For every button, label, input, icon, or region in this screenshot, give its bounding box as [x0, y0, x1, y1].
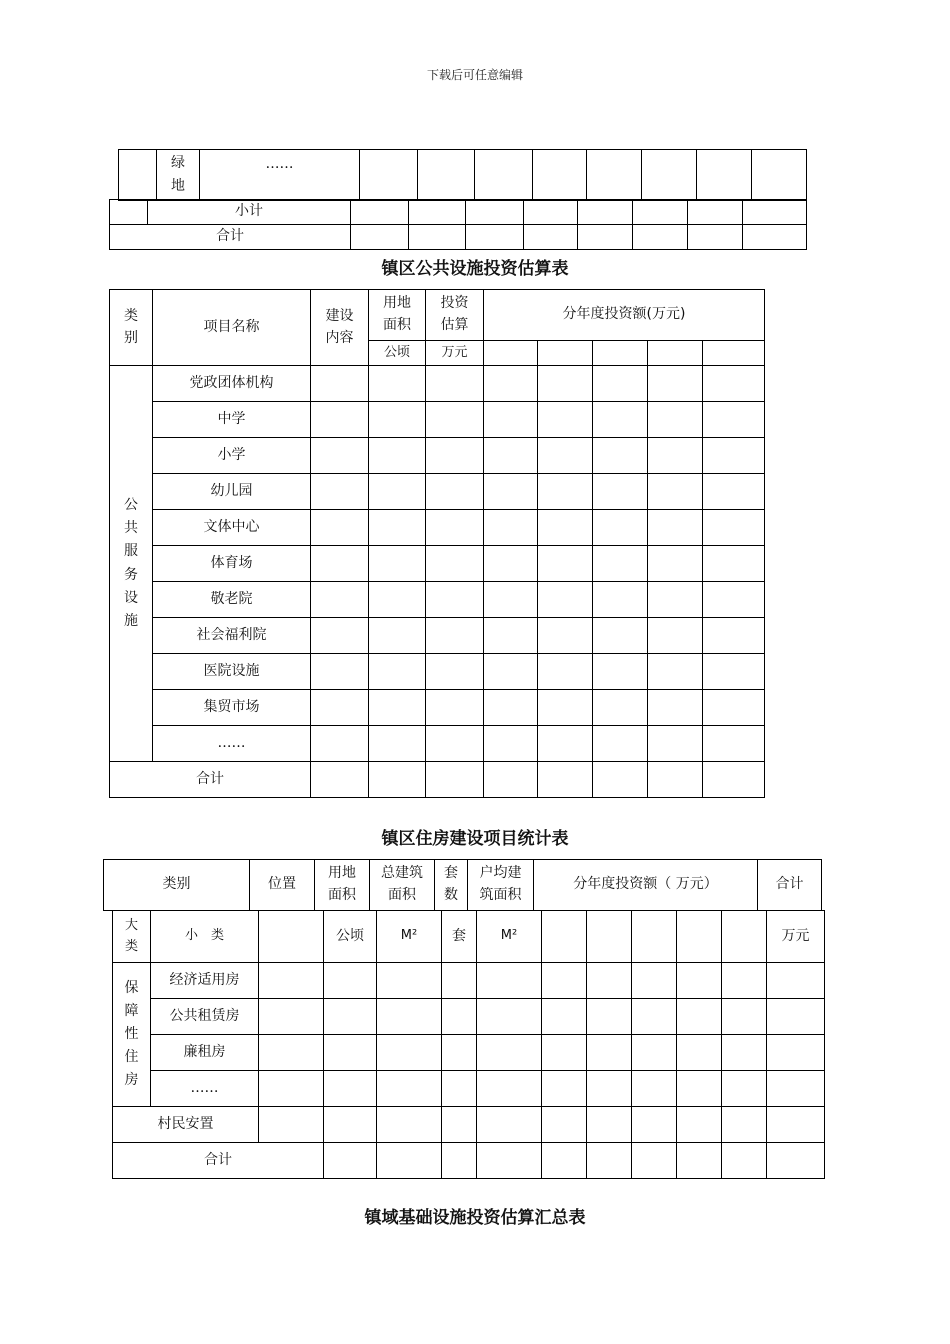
- table-cell: [633, 225, 688, 250]
- table-cell: [377, 1107, 442, 1143]
- col-gfa-header: 总建筑面积: [370, 860, 435, 911]
- table-cell: [722, 911, 767, 963]
- table-cell: [648, 474, 703, 510]
- table-cell: [648, 366, 703, 402]
- table-cell: [426, 366, 484, 402]
- table-cell: [578, 225, 633, 250]
- table-cell: [538, 582, 593, 618]
- table-cell: [524, 200, 578, 225]
- col-invest-header: 投资估算: [426, 290, 484, 341]
- table-cell: [542, 1035, 587, 1071]
- table-cell: [677, 1107, 722, 1143]
- table-cell: [593, 762, 648, 798]
- table-cell: [703, 582, 765, 618]
- table-row: [110, 366, 765, 402]
- sub-minor-header: 小 类: [151, 911, 259, 963]
- housing-body-table: [112, 910, 825, 1179]
- table-cell: [484, 618, 538, 654]
- table-cell: [409, 225, 466, 250]
- table-cell: [593, 474, 648, 510]
- table-cell: [767, 1107, 825, 1143]
- col-category-header: 类别: [110, 290, 153, 366]
- table-cell: [542, 1143, 587, 1179]
- table-cell: [632, 1143, 677, 1179]
- table-cell: [722, 1071, 767, 1107]
- table-cell: [648, 438, 703, 474]
- table-cell: [752, 150, 807, 201]
- table-cell: [542, 911, 587, 963]
- table-cell: [642, 150, 697, 201]
- unit-avg: M²: [477, 911, 542, 963]
- table-cell: [311, 582, 369, 618]
- table-cell: [703, 474, 765, 510]
- table-cell: [311, 690, 369, 726]
- table-cell: [648, 402, 703, 438]
- table-cell: [477, 1071, 542, 1107]
- table-row: [110, 402, 765, 438]
- table-cell: [484, 654, 538, 690]
- table-cell: [743, 225, 807, 250]
- greenland-category: 绿地: [157, 150, 200, 201]
- col-land-header: 用地面积: [315, 860, 370, 911]
- table-cell: [311, 654, 369, 690]
- col-category-header: 类别: [104, 860, 250, 911]
- table-cell: [466, 200, 524, 225]
- table-cell: [484, 474, 538, 510]
- table-cell: [369, 618, 426, 654]
- table-cell: [538, 726, 593, 762]
- table-cell: [722, 1035, 767, 1071]
- table-row: [110, 474, 765, 510]
- table-cell: [587, 1143, 632, 1179]
- total-label: 合计: [113, 1143, 324, 1179]
- table-cell: [484, 582, 538, 618]
- table-cell: [542, 963, 587, 999]
- table-cell: [369, 654, 426, 690]
- table-cell: [426, 546, 484, 582]
- table-cell: [484, 366, 538, 402]
- table-cell: [587, 1107, 632, 1143]
- table-cell: [311, 726, 369, 762]
- col-avg-header: 户均建筑面积: [468, 860, 534, 911]
- col-location-header: 位置: [250, 860, 315, 911]
- housing-header-table: [103, 859, 822, 911]
- table-cell: [324, 1143, 377, 1179]
- table-cell: [688, 200, 743, 225]
- table-cell: [259, 1107, 324, 1143]
- table-cell: [426, 654, 484, 690]
- table-cell: [442, 1071, 477, 1107]
- table-cell: [311, 474, 369, 510]
- table-cell: [484, 762, 538, 798]
- table-cell: [703, 690, 765, 726]
- table-cell: [703, 546, 765, 582]
- table-cell: [703, 654, 765, 690]
- table-cell: [311, 402, 369, 438]
- facility-item-name: 医院设施: [153, 654, 311, 690]
- table-cell: [722, 999, 767, 1035]
- table-cell: [767, 1071, 825, 1107]
- table-cell: [648, 510, 703, 546]
- table-cell: [442, 1107, 477, 1143]
- table-cell: [351, 200, 409, 225]
- col-units-header: 套数: [435, 860, 468, 911]
- table-cell: [377, 1143, 442, 1179]
- table-cell: [593, 438, 648, 474]
- table-cell: [632, 1035, 677, 1071]
- table-cell: [538, 510, 593, 546]
- table-cell: [351, 225, 409, 250]
- table-cell: [426, 438, 484, 474]
- table-cell: [369, 582, 426, 618]
- table-cell: [587, 1035, 632, 1071]
- table-cell: [377, 1071, 442, 1107]
- table-cell: [426, 510, 484, 546]
- table-cell: [360, 150, 418, 201]
- public-facilities-table: [109, 289, 765, 798]
- table-cell: [524, 225, 578, 250]
- table-cell: [477, 963, 542, 999]
- table-cell: [377, 999, 442, 1035]
- table-cell: [426, 402, 484, 438]
- group-label: 保障性住房: [113, 963, 151, 1107]
- table-cell: [477, 1035, 542, 1071]
- table-cell: [369, 762, 426, 798]
- housing-item-name: 经济适用房: [151, 963, 259, 999]
- table-row: [110, 510, 765, 546]
- table-cell: [677, 1035, 722, 1071]
- table-row: [110, 654, 765, 690]
- table-cell: [697, 150, 752, 201]
- group-label: 公共服务设施: [110, 366, 153, 762]
- table-cell: [587, 999, 632, 1035]
- table-cell: [259, 999, 324, 1035]
- table-row: [113, 1071, 825, 1107]
- total-label: 合计: [110, 225, 351, 250]
- table-row: [110, 438, 765, 474]
- table-cell: [648, 341, 703, 366]
- table-cell: [442, 999, 477, 1035]
- table-cell: [538, 546, 593, 582]
- table-cell: [703, 618, 765, 654]
- table-cell: [369, 474, 426, 510]
- public-facilities-title: 镇区公共设施投资估算表: [381, 259, 569, 279]
- page-header-note: 下载后可任意编辑: [426, 68, 523, 82]
- table-cell: [688, 225, 743, 250]
- table-cell: [593, 654, 648, 690]
- table-cell: [484, 726, 538, 762]
- table-row: [110, 618, 765, 654]
- table-cell: [311, 618, 369, 654]
- table-cell: [703, 366, 765, 402]
- table-cell: [259, 911, 324, 963]
- table-cell: [311, 510, 369, 546]
- unit-land: 公顷: [369, 341, 426, 366]
- table-cell: [442, 1035, 477, 1071]
- greenland-item: ……: [200, 150, 360, 201]
- sub-major-header: 大类: [113, 911, 151, 963]
- col-total-header: 合计: [758, 860, 822, 911]
- table-cell: [369, 510, 426, 546]
- table-cell: [578, 200, 633, 225]
- table-cell: [593, 402, 648, 438]
- table-cell: [484, 690, 538, 726]
- table-cell: [722, 1143, 767, 1179]
- table-cell: [587, 150, 642, 201]
- total-label: 合计: [110, 762, 311, 798]
- table-cell: [703, 341, 765, 366]
- table-cell: [484, 546, 538, 582]
- table-cell: [538, 762, 593, 798]
- housing-title: 镇区住房建设项目统计表: [381, 829, 569, 849]
- unit-units: 套: [442, 911, 477, 963]
- table-cell: [426, 726, 484, 762]
- table-cell: [442, 1143, 477, 1179]
- table-cell: [369, 546, 426, 582]
- table-cell: [587, 911, 632, 963]
- table-cell: [477, 1107, 542, 1143]
- table-cell: [648, 654, 703, 690]
- col-annual-header: 分年度投资额(万元): [484, 290, 765, 341]
- table-cell: [767, 1035, 825, 1071]
- table-cell: [593, 618, 648, 654]
- table-cell: [703, 762, 765, 798]
- table-cell: [648, 546, 703, 582]
- summary-title: 镇域基础设施投资估算汇总表: [364, 1208, 586, 1228]
- table-cell: [767, 963, 825, 999]
- table-cell: [369, 690, 426, 726]
- col-content-header: 建设内容: [311, 290, 369, 366]
- table-cell: [542, 1071, 587, 1107]
- table-cell: [110, 200, 148, 225]
- table-cell: [477, 1143, 542, 1179]
- table-cell: [259, 1035, 324, 1071]
- table-cell: [538, 690, 593, 726]
- table-cell: [538, 341, 593, 366]
- resettle-label: 村民安置: [113, 1107, 259, 1143]
- table-cell: [377, 963, 442, 999]
- unit-total: 万元: [767, 911, 825, 963]
- table-cell: [633, 200, 688, 225]
- table-cell: [648, 582, 703, 618]
- table-row: [113, 963, 825, 999]
- table-cell: [703, 438, 765, 474]
- table-cell: [538, 402, 593, 438]
- table-cell: [593, 546, 648, 582]
- table-cell: [475, 150, 533, 201]
- table-cell: [324, 1071, 377, 1107]
- table-cell: [538, 438, 593, 474]
- table-cell: [593, 582, 648, 618]
- table-cell: [593, 726, 648, 762]
- table-cell: [369, 438, 426, 474]
- table-row: [110, 582, 765, 618]
- table-cell: [538, 474, 593, 510]
- table-cell: [593, 510, 648, 546]
- table-cell: [311, 438, 369, 474]
- table-cell: [259, 1071, 324, 1107]
- table-cell: [743, 200, 807, 225]
- table-cell: [311, 762, 369, 798]
- table-cell: [533, 150, 587, 201]
- table-cell: [426, 474, 484, 510]
- table-cell: [484, 341, 538, 366]
- table-row: [113, 1035, 825, 1071]
- facility-item-name: 社会福利院: [153, 618, 311, 654]
- col-annual-header: 分年度投资额（ 万元）: [534, 860, 758, 911]
- table-cell: [466, 225, 524, 250]
- table-cell: [369, 726, 426, 762]
- table-cell: [538, 618, 593, 654]
- table-cell: [632, 999, 677, 1035]
- table-cell: [119, 150, 157, 201]
- table-cell: [542, 999, 587, 1035]
- table-cell: [648, 690, 703, 726]
- table-cell: [722, 1107, 767, 1143]
- table-cell: [377, 1035, 442, 1071]
- col-name-header: 项目名称: [153, 290, 311, 366]
- table-cell: [259, 963, 324, 999]
- table-cell: [311, 366, 369, 402]
- table-cell: [632, 1107, 677, 1143]
- table-row: [110, 546, 765, 582]
- top-fragment-table: [118, 149, 807, 201]
- table-cell: [369, 366, 426, 402]
- table-cell: [484, 402, 538, 438]
- facility-item-name: 党政团体机构: [153, 366, 311, 402]
- table-cell: [767, 1143, 825, 1179]
- table-cell: [418, 150, 475, 201]
- top-fragment-summary-table: [109, 199, 807, 250]
- table-cell: [703, 510, 765, 546]
- facility-item-name: 幼儿园: [153, 474, 311, 510]
- facility-item-name: 小学: [153, 438, 311, 474]
- table-cell: [593, 366, 648, 402]
- table-cell: [324, 963, 377, 999]
- unit-land: 公顷: [324, 911, 377, 963]
- table-cell: [593, 341, 648, 366]
- table-cell: [722, 963, 767, 999]
- facility-item-name: 体育场: [153, 546, 311, 582]
- table-cell: [632, 963, 677, 999]
- table-cell: [409, 200, 466, 225]
- table-cell: [426, 618, 484, 654]
- table-row: [110, 726, 765, 762]
- table-cell: [324, 1035, 377, 1071]
- table-cell: [593, 690, 648, 726]
- table-row: [113, 999, 825, 1035]
- unit-invest: 万元: [426, 341, 484, 366]
- table-cell: [324, 999, 377, 1035]
- table-cell: [324, 1107, 377, 1143]
- table-cell: [767, 999, 825, 1035]
- table-cell: [677, 999, 722, 1035]
- table-cell: [369, 402, 426, 438]
- table-cell: [484, 510, 538, 546]
- facility-item-name: 中学: [153, 402, 311, 438]
- facility-item-name: 敬老院: [153, 582, 311, 618]
- table-cell: [632, 1071, 677, 1107]
- table-cell: [587, 1071, 632, 1107]
- table-cell: [677, 1071, 722, 1107]
- table-cell: [311, 546, 369, 582]
- table-cell: [426, 690, 484, 726]
- table-cell: [442, 963, 477, 999]
- table-cell: [426, 762, 484, 798]
- table-cell: [477, 999, 542, 1035]
- table-cell: [538, 366, 593, 402]
- table-row: [110, 690, 765, 726]
- table-cell: [538, 654, 593, 690]
- table-cell: [703, 402, 765, 438]
- table-cell: [677, 963, 722, 999]
- table-cell: [426, 582, 484, 618]
- housing-item-name: 公共租赁房: [151, 999, 259, 1035]
- table-cell: [484, 438, 538, 474]
- table-cell: [542, 1107, 587, 1143]
- table-cell: [677, 911, 722, 963]
- unit-gfa: M²: [377, 911, 442, 963]
- table-cell: [648, 618, 703, 654]
- housing-item-name: 廉租房: [151, 1035, 259, 1071]
- subtotal-label: 小计: [148, 200, 351, 225]
- table-cell: [648, 726, 703, 762]
- housing-item-name: ……: [151, 1071, 259, 1107]
- col-land-header: 用地面积: [369, 290, 426, 341]
- table-cell: [703, 726, 765, 762]
- table-cell: [587, 963, 632, 999]
- facility-item-name: 集贸市场: [153, 690, 311, 726]
- table-cell: [677, 1143, 722, 1179]
- table-cell: [648, 762, 703, 798]
- facility-item-name: 文体中心: [153, 510, 311, 546]
- facility-item-name: ……: [153, 726, 311, 762]
- table-cell: [632, 911, 677, 963]
